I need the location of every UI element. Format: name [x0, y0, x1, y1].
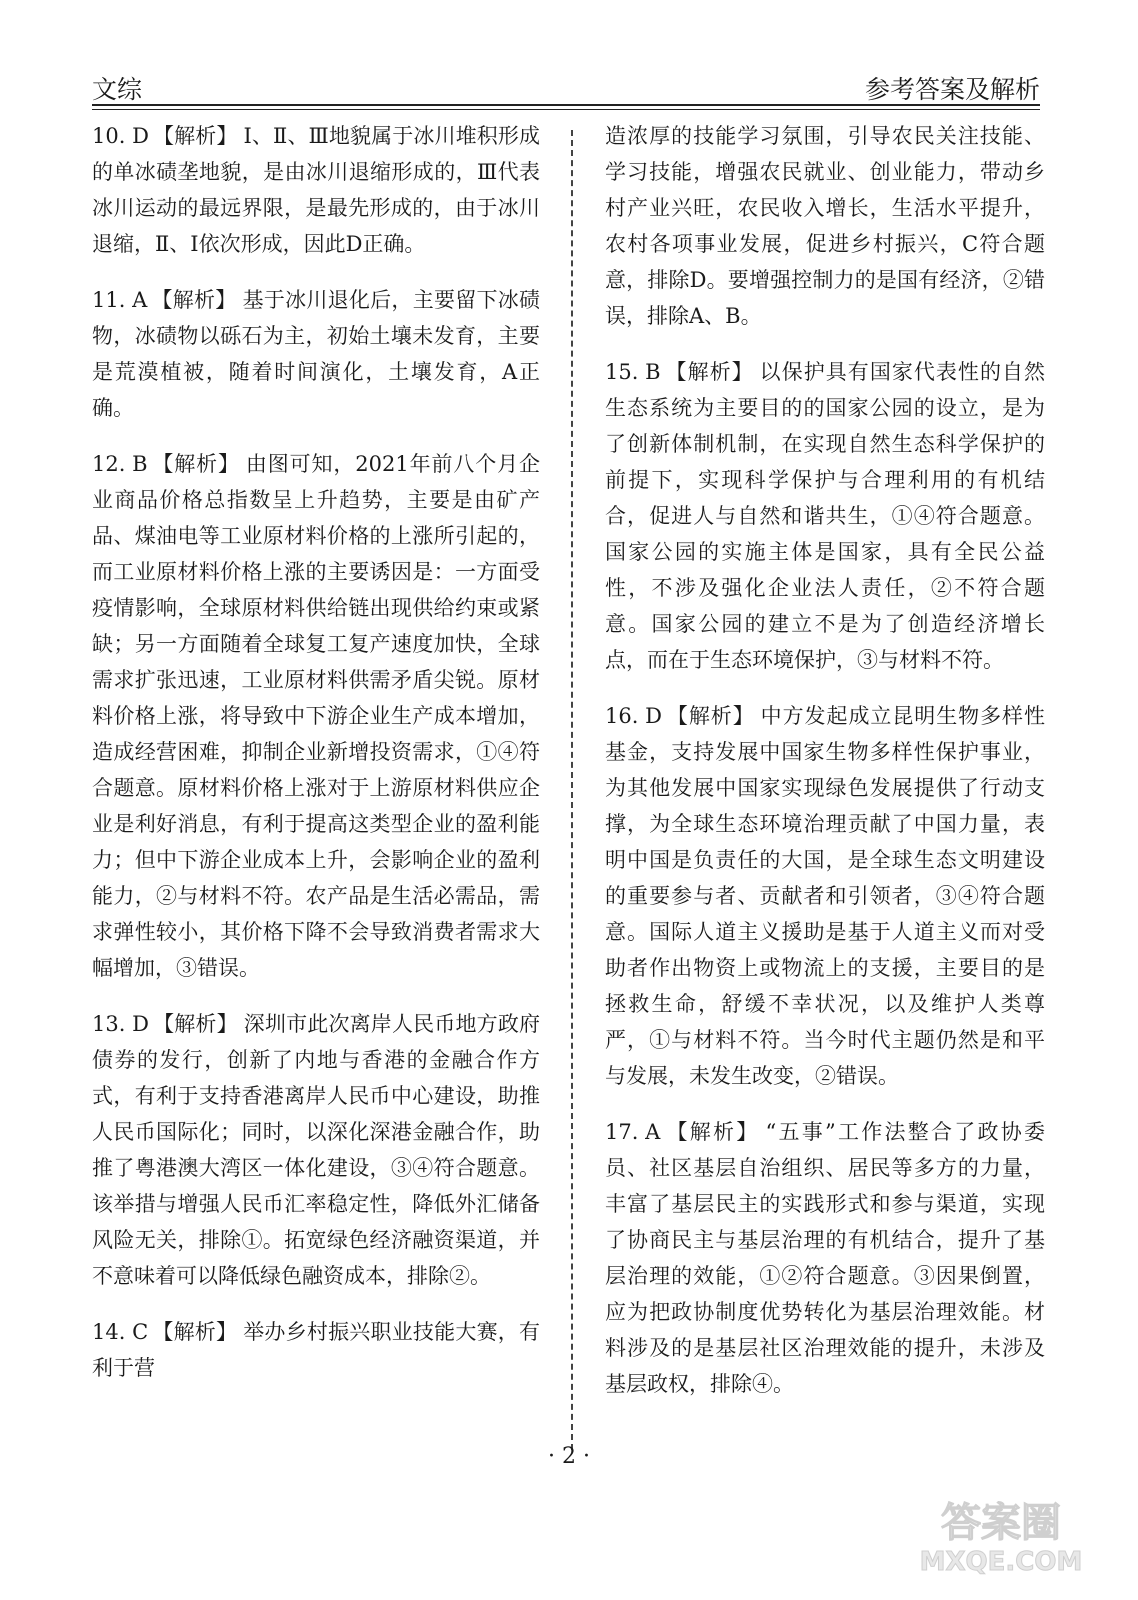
- analysis-tag: 【解析】: [152, 124, 238, 148]
- analysis-tag: 【解析】: [664, 360, 754, 384]
- header-rule-thin: [92, 109, 1040, 110]
- watermark-logo: [906, 1488, 1096, 1578]
- answer-number: 16. D: [605, 704, 662, 728]
- analysis-text: 造浓厚的技能学习氛围，引导农民关注技能、学习技能，增强农民就业、创业能力，带动乡村产业兴旺，农民收入增长，生活水平提升，农村各项事业发展，促进乡村振兴，C符合题意，排除D。要增强控制力的是国有经济，②错误，排除A、B。: [605, 124, 1045, 328]
- analysis-text: Ⅰ、Ⅱ、Ⅲ地貌属于冰川堆积形成的单冰碛垄地貌，是由冰川退缩形成的，Ⅲ代表冰川运动的最远界限，是最先形成的，由于冰川退缩，Ⅱ、Ⅰ依次形成，因此D正确。: [92, 124, 540, 256]
- column-divider: [571, 130, 573, 1450]
- right-column: [605, 118, 1045, 1422]
- analysis-tag: 【解析】: [152, 1012, 238, 1036]
- analysis-text: 深圳市此次离岸人民币地方政府债券的发行，创新了内地与香港的金融合作方式，有利于支持香港离岸人民币中心建设，助推人民币国际化；同时，以深化深港金融合作，助推了粤港澳大湾区一体化建设，③④符合题意。该举措与增强人民币汇率稳定性，降低外汇储备风险无关，排除①。拓宽绿色经济融资渠道，并不意味着可以降低绿色融资成本，排除②。: [92, 1012, 541, 1288]
- page-number: · 2 ·: [548, 1444, 590, 1469]
- analysis-tag: 【解析】: [664, 1120, 760, 1144]
- analysis-text: 由图可知，2021年前八个月企业商品价格总指数呈上升趋势，主要是由矿产品、煤油电等工业原材料价格的上涨所引起的，而工业原材料价格上涨的主要诱因是：一方面受疫情影响，全球原材料供给链出现供给约束或紧缺；另一方面随着全球复工复产速度加快，全球需求扩张迅速，工业原材料供需矛盾尖锐。原材料价格上涨，将导致中下游企业生产成本增加，造成经营困难，抑制企业新增投资需求，①④符合题意。原材料价格上涨对于上游原材料供应企业是利好消息，有利于提高这类型企业的盈利能力；但中下游企业成本上升，会影响企业的盈利能力，②与材料不符。农产品是生活必需品，需求弹性较小，其价格下降不会导致消费者需求大幅增加，③错误。: [92, 452, 540, 980]
- answer-item-13: [92, 1006, 540, 1294]
- answer-item-14-continued: [605, 118, 1045, 334]
- header-rule-thick: [92, 104, 1040, 106]
- page-header: [92, 64, 1040, 104]
- analysis-text: 中方发起成立昆明生物多样性基金，支持发展中国家生物多样性保护事业，为其他发展中国家实现绿色发展提供了行动支撑，为全球生态环境治理贡献了中国力量，表明中国是负责任的大国，是全球生态文明建设的重要参与者、贡献者和引领者，③④符合题意。国际人道主义援助是基于人道主义而对受助者作出物资上或物流上的支援，主要目的是拯救生命，舒缓不幸状况，以及维护人类尊严，①与材料不符。当今时代主题仍然是和平与发展，未发生改变，②错误。: [605, 704, 1046, 1088]
- answer-item-12: [92, 446, 540, 986]
- analysis-text: 以保护具有国家代表性的自然生态系统为主要目的的国家公园的设立，是为了创新体制机制，在实现自然生态科学保护的前提下，实现科学保护与合理利用的有机结合，促进人与自然和谐共生，①④符合题意。国家公园的实施主体是国家，具有全民公益性，不涉及强化企业法人责任，②不符合题意。国家公园的建立不是为了创造经济增长点，而在于生态环境保护，③与材料不符。: [605, 360, 1046, 672]
- analysis-tag: 【解析】: [151, 452, 240, 476]
- answer-item-10: [92, 118, 540, 262]
- analysis-tag: 【解析】: [151, 288, 237, 312]
- analysis-text: “五事”工作法整合了政协委员、社区基层自治组织、居民等多方的力量，丰富了基层民主的实践形式和参与渠道，实现了协商民主与基层治理的有机结合，提升了基层治理的效能，①②符合题意。③因果倒置，应为把政协制度优势转化为基层治理效能。材料涉及的是基层社区治理效能的提升，未涉及基层政权，排除④。: [605, 1120, 1045, 1396]
- analysis-tag: 【解析】: [665, 704, 755, 728]
- answer-item-16: [605, 698, 1045, 1094]
- answer-item-14: [92, 1314, 540, 1386]
- answer-number: 17. A: [605, 1120, 661, 1144]
- answer-item-15: [605, 354, 1045, 678]
- header-title: 参考答案及解析: [864, 75, 1040, 104]
- answer-item-17: [605, 1114, 1045, 1402]
- answer-number: 13. D: [92, 1012, 149, 1036]
- logo-url: MXQE.COM: [919, 1547, 1083, 1577]
- answer-number: 15. B: [605, 360, 661, 384]
- logo-text: 答案圈: [941, 1500, 1061, 1546]
- analysis-text: 基于冰川退化后，主要留下冰碛物，冰碛物以砾石为主，初始土壤未发育，主要是荒漠植被，随着时间演化，土壤发育，A正确。: [92, 288, 541, 420]
- answer-number: 12. B: [92, 452, 148, 476]
- answer-item-11: [92, 282, 540, 426]
- answer-number: 10. D: [92, 124, 149, 148]
- answer-number: 11. A: [92, 288, 148, 312]
- analysis-text: 举办乡村振兴职业技能大赛，有利于营: [92, 1320, 541, 1380]
- header-subject: 文综: [92, 75, 143, 104]
- answer-number: 14. C: [92, 1320, 149, 1344]
- left-column: [92, 118, 540, 1406]
- analysis-tag: 【解析】: [152, 1320, 238, 1344]
